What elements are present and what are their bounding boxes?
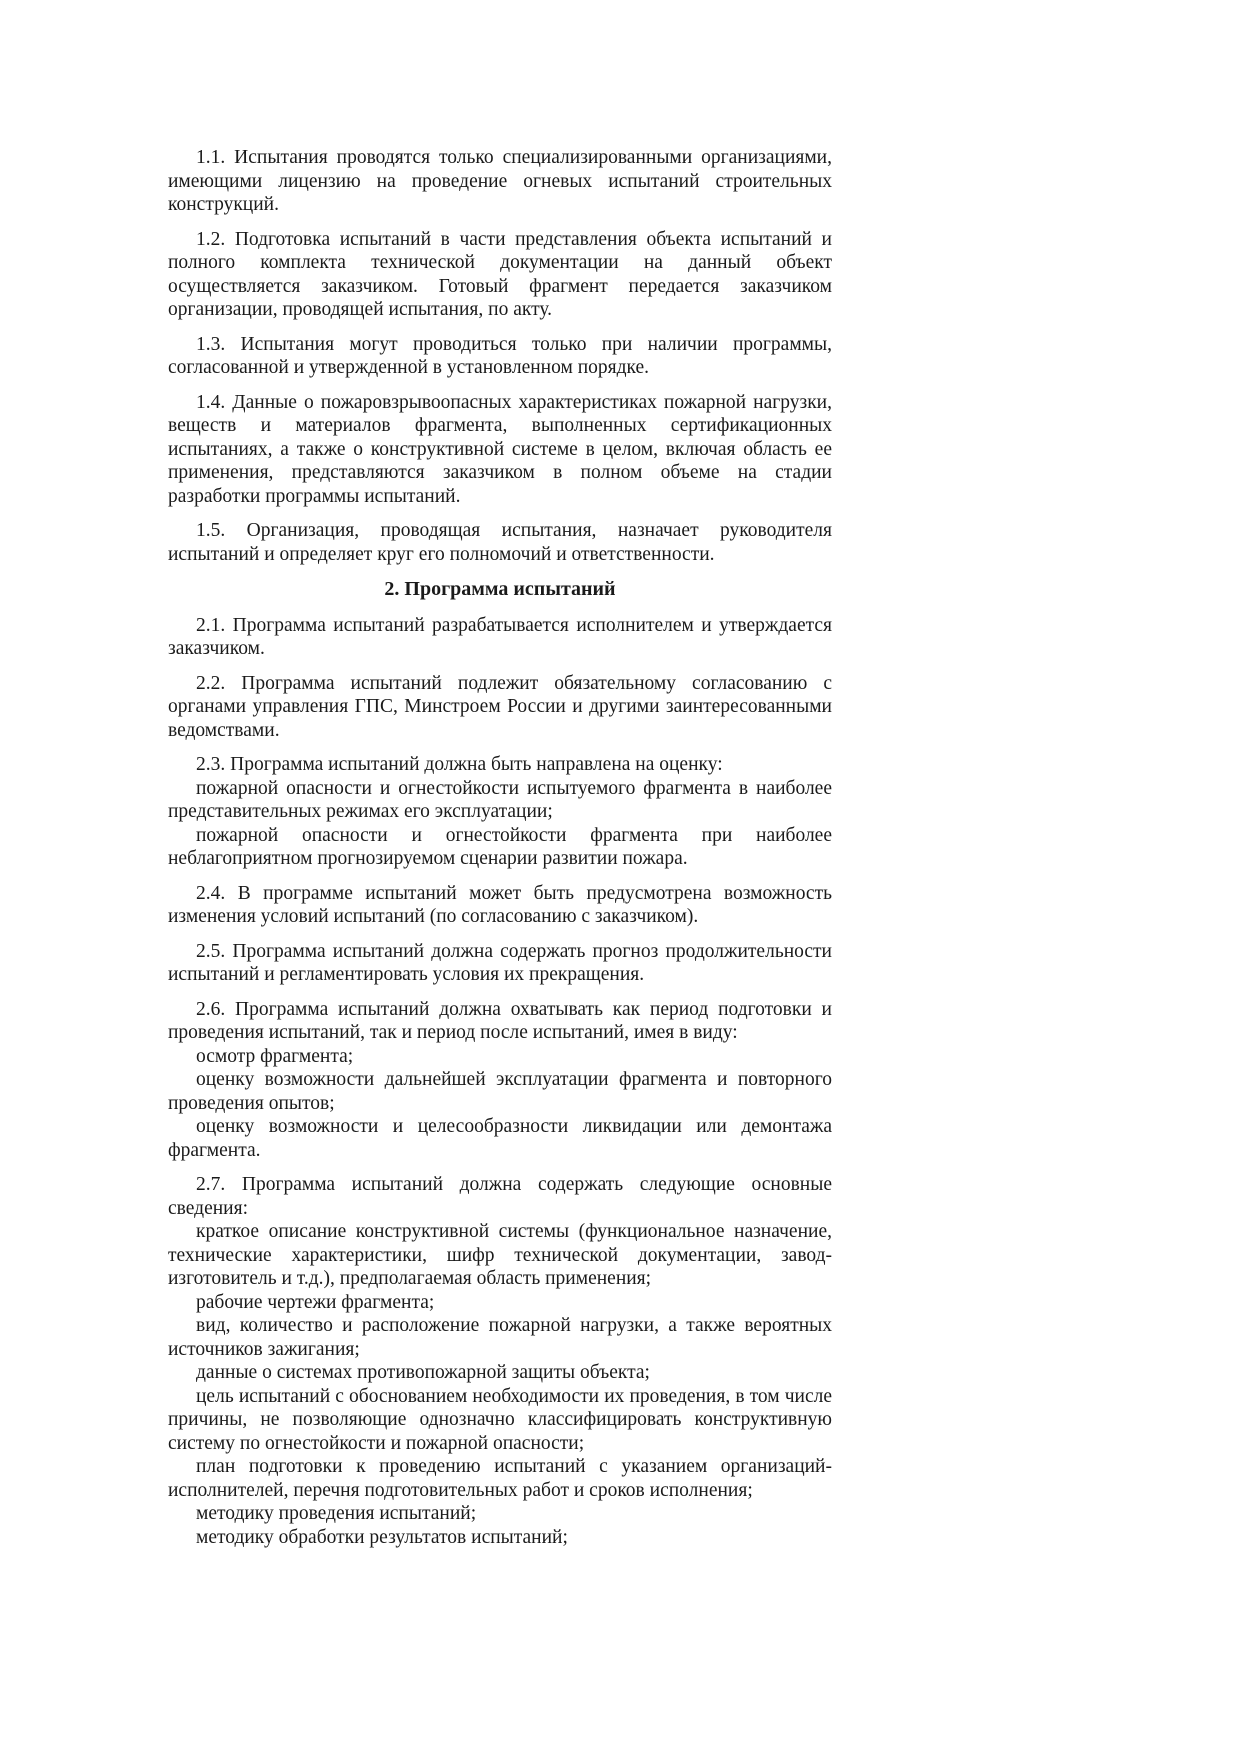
clause-1-5: 1.5. Организация, проводящая испытания, назначает руководителя испытаний и определяет круг его полномочий и ответственности. [168,520,832,565]
clause-2-6-item-1: осмотр фрагмента; [196,1045,354,1067]
clause-2-3: 2.3. Программа испытаний должна быть направлена на оценку: [196,754,723,775]
clause-2-7-item-6: план подготовки к проведению испытаний с указанием организаций-исполнителей, перечня подготовительных работ и сроков исполнения; [168,1456,832,1501]
clause-2-4: 2.4. В программе испытаний может быть предусмотрена возможность изменения условий испытаний (по согласованию с заказчиком). [168,882,832,927]
clause-1-1: 1.1. Испытания проводятся только специализированными организациями, имеющими лицензию на проведение огневых испытаний строительных конструкций. [168,147,832,215]
clause-2-7-item-8: методику обработки результатов испытаний; [196,1526,568,1548]
clause-2-5: 2.5. Программа испытаний должна содержать прогноз продолжительности испытаний и регламентировать условия их прекращения. [168,940,832,985]
clause-2-7-item-5: цель испытаний с обоснованием необходимости их проведения, в том числе причины, не позволяющие однозначно классифицировать конструктивную систему по огнестойкости и пожарной опасности; [168,1385,832,1454]
clause-2-7-item-2: рабочие чертежи фрагмента; [196,1291,435,1313]
clause-2-2: 2.2. Программа испытаний подлежит обязательному согласованию с органами управления ГПС, Минстроем России и другими заинтересованными ведомствами. [168,672,832,741]
clause-2-6: 2.6. Программа испытаний должна охватывать как период подготовки и проведения испытаний, так и период после испытаний, имея в виду: [168,998,832,1043]
clause-2-6-item-2: оценку возможности дальнейшей эксплуатации фрагмента и повторного проведения опытов; [168,1069,832,1114]
clause-2-1: 2.1. Программа испытаний разрабатывается исполнителем и утверждается заказчиком. [168,614,832,659]
clause-2-3-item-2: пожарной опасности и огнестойкости фрагмента при наиболее неблагоприятном прогнозируемом сценарии развитии пожара. [168,824,832,869]
clause-2-7: 2.7. Программа испытаний должна содержать следующие основные сведения: [168,1174,832,1219]
clause-1-3: 1.3. Испытания могут проводиться только при наличии программы, согласованной и утвержденной в установленном порядке. [168,333,832,378]
clause-1-2: 1.2. Подготовка испытаний в части представления объекта испытаний и полного комплекта технической документации на данный объект осуществляется заказчиком. Готовый фрагмент передается заказчиком организации, проводящей испытания, по акту. [168,228,832,320]
clause-2-7-item-4: данные о системах противопожарной защиты объекта; [196,1362,650,1383]
text-column [168,146,832,1549]
clause-2-3-item-1: пожарной опасности и огнестойкости испытуемого фрагмента в наиболее представительных режимах его эксплуатации; [168,777,832,822]
clause-1-4: 1.4. Данные о пожаровзрывоопасных характеристиках пожарной нагрузки, веществ и материалов фрагмента, выполненных сертификационных испытаниях, а также о конструктивной системе в целом, включая область ее применения, представляются заказчиком в полном объеме на стадии разработки программы испытаний. [168,391,832,507]
clause-2-7-item-3: вид, количество и расположение пожарной нагрузки, а также вероятных источников зажигания; [168,1315,832,1360]
clause-2-7-item-1: краткое описание конструктивной системы (функциональное назначение, технические характеристики, шифр технической документации, завод-изготовитель и т.д.), предполагаемая область применения; [168,1221,832,1289]
clause-2-6-item-3: оценку возможности и целесообразности ликвидации или демонтажа фрагмента. [168,1116,832,1161]
clause-2-7-item-7: методику проведения испытаний; [196,1503,477,1524]
section-2-heading: 2. Программа испытаний [384,578,616,600]
